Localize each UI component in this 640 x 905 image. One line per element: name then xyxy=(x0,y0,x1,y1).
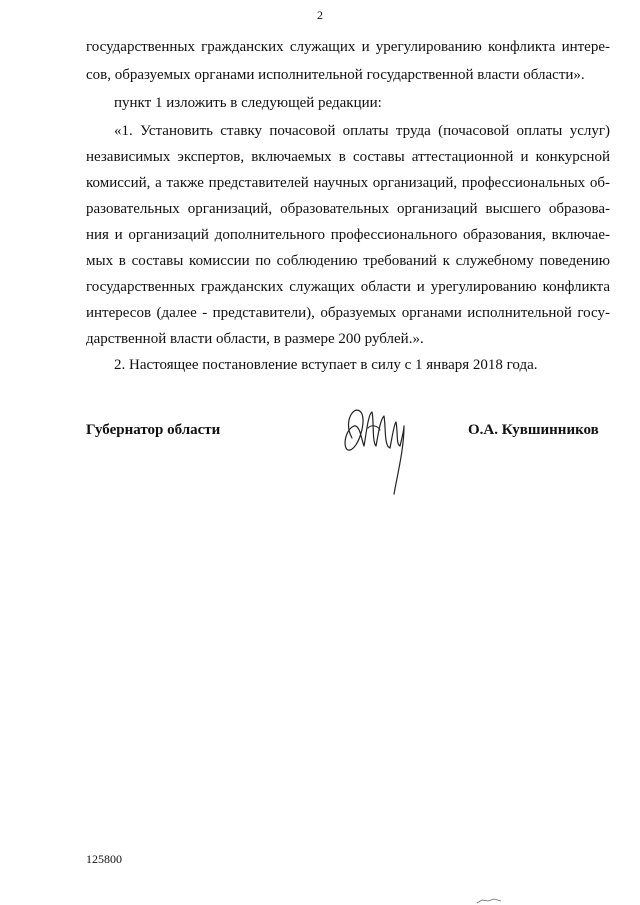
handwritten-signature xyxy=(338,398,418,508)
signatory-name: О.А. Кувшинников xyxy=(468,422,599,438)
scan-mark xyxy=(476,898,502,904)
page-number: 2 xyxy=(317,8,323,22)
body-line: государственных гражданских служащих области и урегулированию конфликта xyxy=(86,279,610,295)
body-line: сов, образуемых органами исполнительной государственной власти области». xyxy=(86,67,585,83)
body-line: разовательных организаций, образовательных организаций высшего образова- xyxy=(86,201,610,217)
document-code: 125800 xyxy=(86,852,122,866)
body-line: ния и организаций дополнительного профессионального образования, включае- xyxy=(86,227,610,243)
body-line: мых в составы комиссии по соблюдению требований к служебному поведению xyxy=(86,253,610,269)
body-line: 2. Настоящее постановление вступает в силу с 1 января 2018 года. xyxy=(114,357,538,373)
body-line: комиссий, а также представителей научных организаций, профессиональных об- xyxy=(86,175,610,191)
body-line: интересов (далее - представители), образуемых органами исполнительной госу- xyxy=(86,305,610,321)
signatory-title: Губернатор области xyxy=(86,422,221,438)
body-line: дарственной власти области, в размере 200 рублей.». xyxy=(86,331,424,347)
body-line: пункт 1 изложить в следующей редакции: xyxy=(114,95,382,111)
body-line: независимых экспертов, включаемых в составы аттестационной и конкурсной xyxy=(86,149,610,165)
body-line: государственных гражданских служащих и урегулированию конфликта интере- xyxy=(86,39,610,55)
body-line: «1. Установить ставку почасовой оплаты труда (почасовой оплаты услуг) xyxy=(114,123,610,139)
